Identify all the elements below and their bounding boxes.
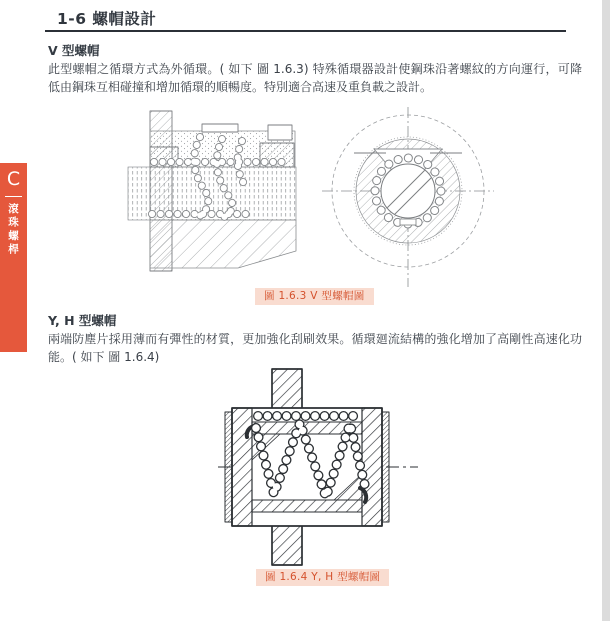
chapter-tab-divider (5, 196, 22, 197)
figure-caption-1-6-4: 圖 1.6.4 Y, H 型螺帽圖 (256, 569, 389, 586)
section-heading-yh-type: Y, H 型螺帽 (48, 313, 117, 328)
chapter-tab[interactable] (0, 163, 27, 352)
figure-v-type-nut (90, 105, 520, 289)
section-body-yh-type: 兩端防塵片採用薄而有彈性的材質，更加強化刮刷效果。循環廻流結構的強化增加了高剛性高速化功能。( 如下 圖 1.6.4) (48, 332, 582, 364)
section-body-v-type: 此型螺帽之循環方式為外循環。( 如下 圖 1.6.3) 特殊循環器設計使鋼珠沿著螺紋的方向運行，可降低由鋼珠互相碰撞和增加循環的順暢度。特別適合高速及重負載之設計。 (48, 62, 582, 94)
chapter-letter: C (6, 168, 21, 190)
section-heading-v-type: V 型螺帽 (48, 43, 100, 58)
figure-yh-type-nut (216, 366, 421, 568)
page-edge-strip (602, 0, 610, 621)
page-title: 1-6 螺帽設計 (57, 10, 157, 28)
title-rule (45, 30, 566, 32)
figure-caption-1-6-3: 圖 1.6.3 V 型螺帽圖 (255, 288, 374, 305)
chapter-label: 滾珠螺桿 (7, 203, 19, 257)
v-nut-end-view-drawing (322, 107, 494, 287)
v-nut-cross-section-drawing (128, 111, 296, 271)
yh-nut-cross-section-drawing (218, 369, 418, 565)
